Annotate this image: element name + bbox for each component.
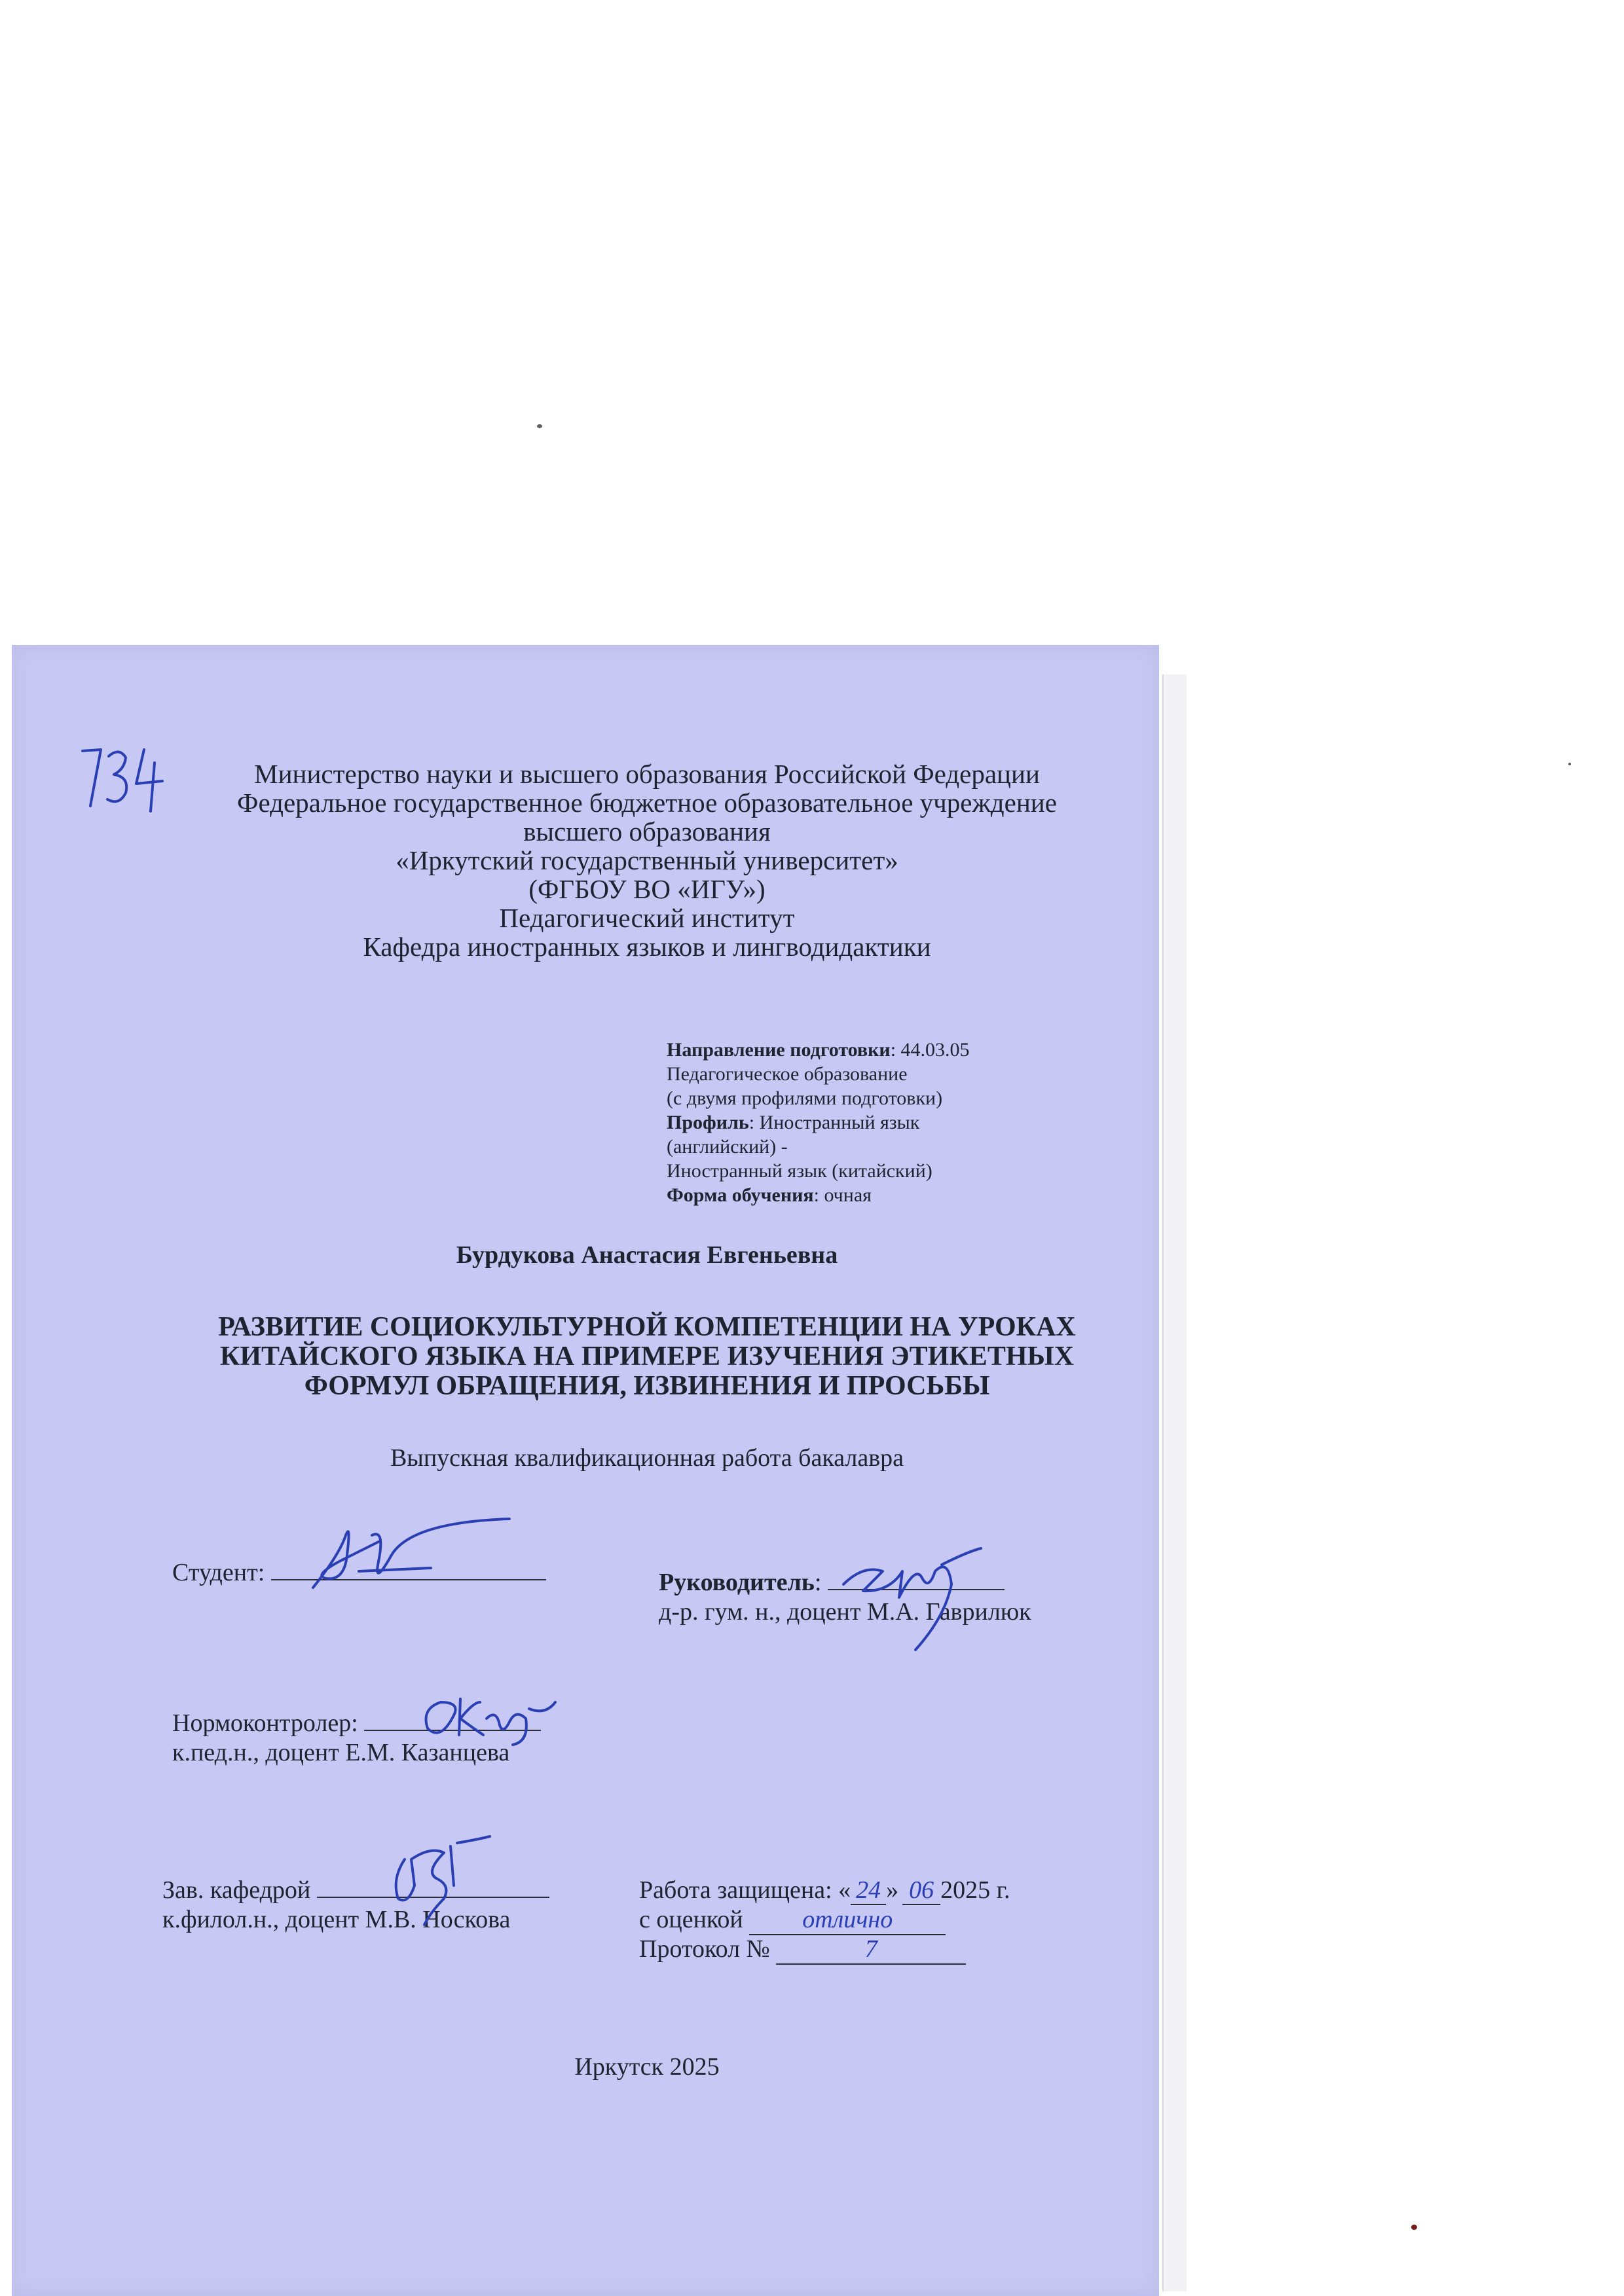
header-line: Федеральное государственное бюджетное образовательное учреждение <box>237 788 1057 818</box>
thesis-title <box>208 1313 1086 1401</box>
supervisor-label: Руководитель <box>659 1569 815 1596</box>
direction-value: : 44.03.05 <box>890 1039 970 1061</box>
supervisor-signature <box>837 1545 1007 1656</box>
direction-line: Педагогическое образование <box>667 1063 908 1085</box>
title-line: ФОРМУЛ ОБРАЩЕНИЯ, ИЗВИНЕНИЯ И ПРОСЬБЫ <box>304 1371 990 1401</box>
header-line: Кафедра иностранных языков и лингводидактики <box>363 932 931 962</box>
defense-prefix: Работа защищена: « <box>639 1876 851 1904</box>
thesis-cover-page <box>12 645 1159 2296</box>
normcontrol-label: Нормоконтролер: <box>172 1709 358 1737</box>
normcontrol-signature <box>415 1689 578 1748</box>
grade-value: отлично <box>749 1905 946 1935</box>
head-label: Зав. кафедрой <box>162 1876 311 1904</box>
title-line: РАЗВИТИЕ СОЦИОКУЛЬТУРНОЙ КОМПЕТЕНЦИИ НА УРОКАХ <box>218 1312 1076 1342</box>
author-name: Бурдукова Анастасия Евгеньевна <box>456 1241 838 1269</box>
header-line: «Иркутский государственный университет» <box>396 845 898 875</box>
profile-line: (английский) - <box>667 1136 788 1157</box>
institution-header <box>221 759 1073 961</box>
profile-value: : Иностранный язык <box>748 1112 920 1133</box>
head-signature <box>378 1833 509 1931</box>
defense-line <box>639 1876 1010 1904</box>
header-line: Педагогический институт <box>499 903 795 933</box>
protocol-value: 7 <box>776 1935 966 1965</box>
scan-speck <box>1411 2225 1417 2230</box>
defense-day: 24 <box>851 1876 886 1905</box>
grade-label: с оценкой <box>639 1906 743 1933</box>
head-info: к.филол.н., доцент М.В. Носкова <box>162 1906 511 1933</box>
profile-label: Профиль <box>667 1112 749 1133</box>
supervisor-colon: : <box>814 1569 822 1596</box>
program-info <box>667 1038 970 1207</box>
handwritten-number <box>76 743 168 815</box>
direction-line: (с двумя профилями подготовки) <box>667 1087 943 1109</box>
city-year: Иркутск 2025 <box>574 2053 720 2081</box>
protocol-line <box>639 1935 966 1965</box>
student-label: Студент: <box>172 1559 265 1586</box>
title-line: КИТАЙСКОГО ЯЗЫКА НА ПРИМЕРЕ ИЗУЧЕНИЯ ЭТИКЕТНЫХ <box>219 1341 1075 1372</box>
defense-suffix: 2025 г. <box>940 1876 1010 1904</box>
defense-month: 06 <box>902 1876 940 1905</box>
form-label: Форма обучения <box>667 1184 814 1206</box>
supervisor-info: д-р. гум. н., доцент М.А. Гаврилюк <box>659 1598 1031 1626</box>
page-edge-strip <box>1162 674 1187 2291</box>
header-line: (ФГБОУ ВО «ИГУ») <box>528 874 766 904</box>
student-signature <box>300 1516 516 1601</box>
work-type: Выпускная квалификационная работа бакалавра <box>390 1444 904 1472</box>
scan-speck <box>1568 763 1571 765</box>
defense-mid: » <box>886 1876 899 1904</box>
handwritten-number-drawing <box>76 743 168 815</box>
grade-line <box>639 1905 946 1935</box>
form-value: : очная <box>813 1184 872 1206</box>
direction-label: Направление подготовки <box>667 1039 891 1061</box>
protocol-label: Протокол № <box>639 1935 770 1963</box>
header-line: Министерство науки и высшего образования Российской Федерации <box>254 759 1040 789</box>
scan-speck <box>537 424 542 428</box>
profile-line: Иностранный язык (китайский) <box>667 1160 932 1182</box>
header-line: высшего образования <box>523 816 771 847</box>
normcontrol-info: к.пед.н., доцент Е.М. Казанцева <box>172 1739 510 1766</box>
